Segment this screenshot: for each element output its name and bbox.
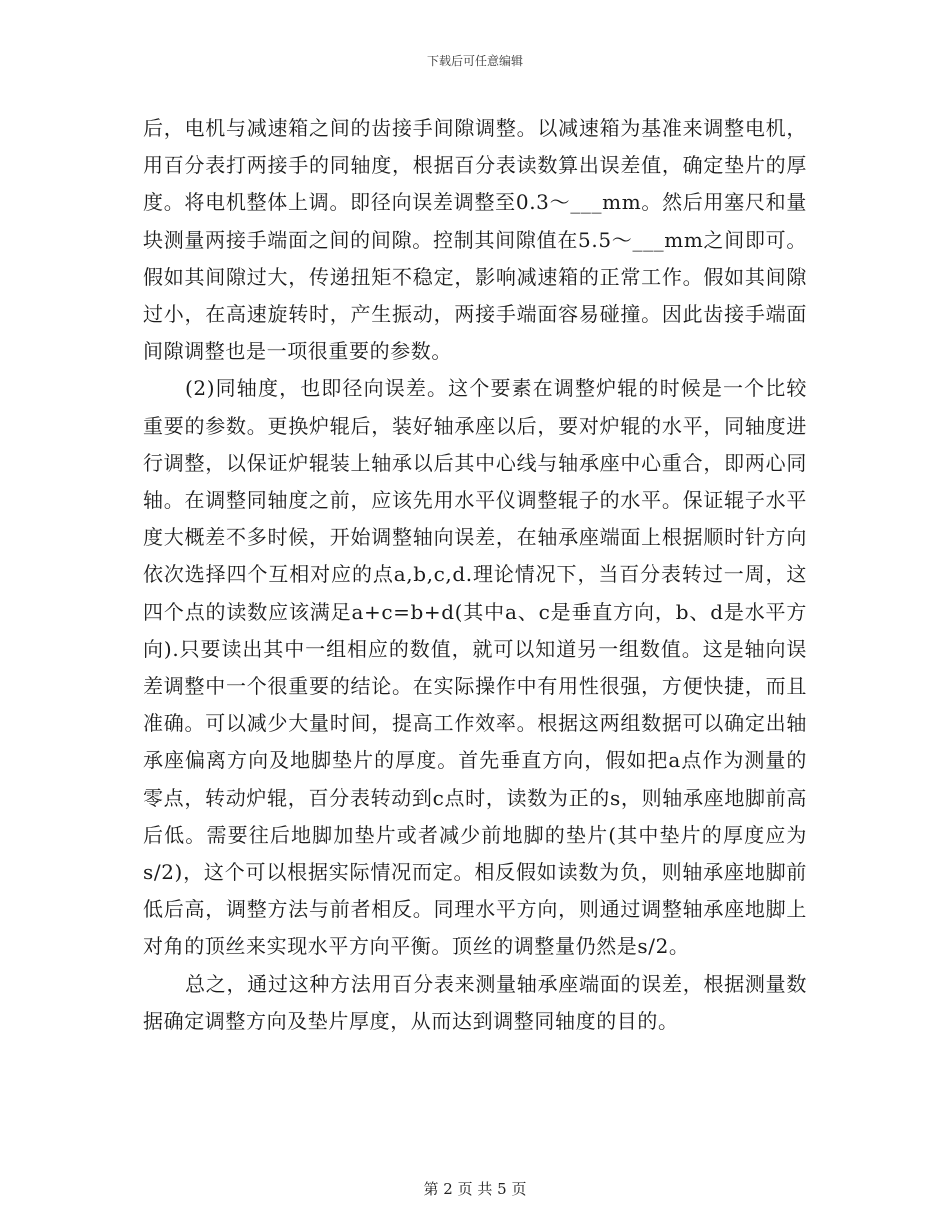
page-header: 下载后可任意编辑 — [426, 54, 523, 68]
paragraph-coaxiality: (2)同轴度，也即径向误差。这个要素在调整炉辊的时候是一个比较重要的参数。更换炉辊后，装好轴承座以后，要对炉辊的水平，同轴度进行调整，以保证炉辊装上轴承以后其中心线与轴承座中心重合，即两心同轴。在调整同轴度之前，应该先用水平仪调整辊子的水平。保证辊子水平度大概差不多时候，开始调整轴向误差，在轴承座端面上根据顺时针方向依次选择四个互相对应的点a,b,c,d.理论情况下，当百分表转过一周，这四个点的读数应该满足a+c=b+d(其中a、c是垂直方向，b、d是水平方向).只要读出其中一组相应的数值，就可以知道另一组数值。这是轴向误差调整中一个很重要的结论。在实际操作中有用性很强，方便快捷，而且准确。可以减少大量时间，提高工作效率。根据这两组数据可以确定出轴承座偏离方向及地脚垫片的厚度。首先垂直方向，假如把a点作为测量的零点，转动炉辊，百分表转动到c点时，读数为正的s，则轴承座地脚前高后低。需要往后地脚加垫片或者减少前地脚的垫片(其中垫片的厚度应为s/2)，这个可以根据实际情况而定。相反假如读数为负，则轴承座地脚前低后高，调整方法与前者相反。同理水平方向，则通过调整轴承座地脚上对角的顶丝来实现水平方向平衡。顶丝的调整量仍然是s/2。 — [143, 376, 807, 959]
document-body — [143, 110, 807, 1040]
page-number: 第 2 页 共 5 页 — [423, 1180, 527, 1198]
paragraph-gear-coupling-gap: 后，电机与减速箱之间的齿接手间隙调整。以减速箱为基准来调整电机，用百分表打两接手的同轴度，根据百分表读数算出误差值，确定垫片的厚度。将电机整体上调。即径向误差调整至0.3～___mm。然后用塞尺和量块测量两接手端面之间的间隙。控制其间隙值在5.5～___mm之间即可。假如其间隙过大，传递扭矩不稳定，影响减速箱的正常工作。假如其间隙过小，在高速旋转时，产生振动，两接手端面容易碰撞。因此齿接手端面间隙调整也是一项很重要的参数。 — [143, 116, 807, 364]
paragraph-summary: 总之，通过这种方法用百分表来测量轴承座端面的误差，根据测量数据确定调整方向及垫片厚度，从而达到调整同轴度的目的。 — [143, 971, 807, 1033]
